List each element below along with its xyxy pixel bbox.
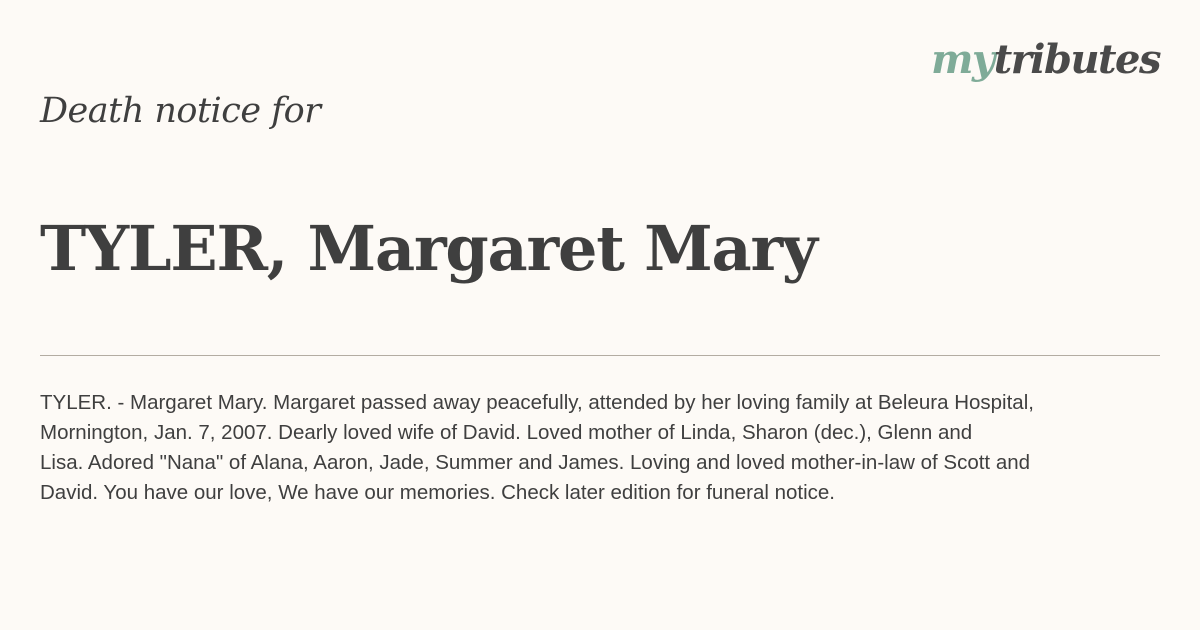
death-notice-kicker: Death notice for <box>40 91 321 131</box>
logo-my: my <box>931 36 994 83</box>
mytributes-logo <box>931 36 1160 84</box>
notice-text: TYLER. - Margaret Mary. Margaret passed away peacefully, attended by her loving family at Beleura Hospital, Mornington, Jan. 7, 2007. Dearly loved wife of David. Loved mother of Linda, Sharon (dec.), Glenn and Lisa. Adored "Nana" of Alana, Aaron, Jade, Summer and James. Loving and loved mother-in-law of Scott and David. You have our love, We have our memories. Check later edition for funeral notice. <box>40 391 1034 504</box>
deceased-name: TYLER, Margaret Mary <box>40 212 817 285</box>
logo-tributes: tributes <box>993 36 1160 83</box>
divider <box>40 355 1160 356</box>
